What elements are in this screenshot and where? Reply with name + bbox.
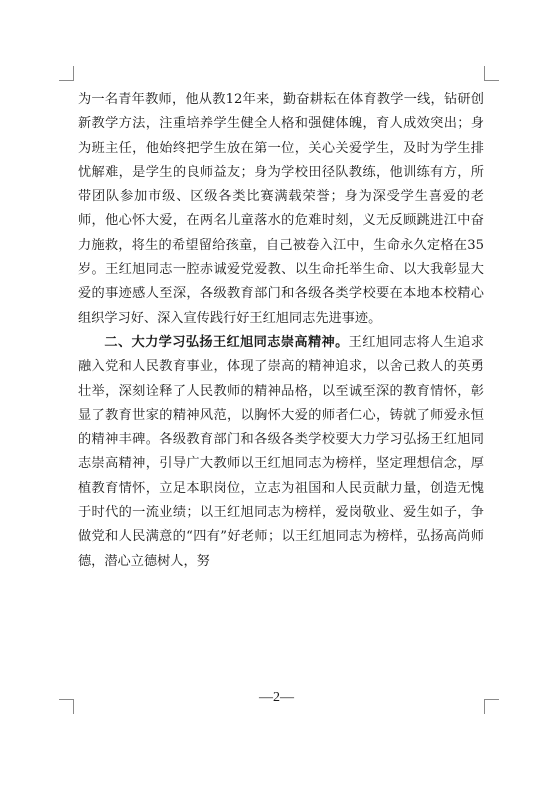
document-body: [78, 88, 484, 574]
section-heading: 二、大力学习弘扬王红旭同志崇高精神。: [104, 334, 349, 350]
paragraph-text: 为一名青年教师，他从教12年来，勤奋耕耘在体育教学一线，钻研创新教学方法，注重培养学生健全人格和强健体魄，育人成效突出；身为班主任，他始终把学生放在第一位，关心关爱学生，及时为学生排忧解难，是学生的良师益友；身为学校田径队教练，他训练有方，所带团队参加市级、区级各类比赛满载荣誉；身为深受学生喜爱的老师，他心怀大爱，在两名儿童落水的危难时刻，义无反顾跳进江中奋力施救，将生的希望留给孩童，自己被卷入江中，生命永久定格在35岁。王红旭同志一腔赤诚爱党爱教、以生命托举生命、以大我彰显大爱的事迹感人至深，各级教育部门和各级各类学校要在本地本校精心组织学习好、深入宣传践行好王红旭同志先进事迹。: [78, 92, 484, 326]
paragraph-text: 王红旭同志将人生追求融入党和人民教育事业，体现了崇高的精神追求，以舍己救人的英勇壮举，深刻诠释了人民教师的精神品格，以至诚至深的教育情怀，彰显了教育世家的精神风范，以胸怀大爱的师者仁心，铸就了师爱永恒的精神丰碑。各级教育部门和各级各类学校要大力学习弘扬王红旭同志崇高精神，引导广大教师以王红旭同志为榜样，坚定理想信念，厚植教育情怀，立足本职岗位，立志为祖国和人民贡献力量，创造无愧于时代的一流业绩；以王红旭同志为榜样，爱岗敬业、爱生如子，争做党和人民满意的“四有”好老师；以王红旭同志为榜样，弘扬高尚师德，潜心立德树人，努: [78, 334, 484, 569]
paragraph-section-two: [78, 331, 484, 574]
page-number: —2—: [259, 690, 294, 705]
crop-mark-top-right: [484, 66, 499, 81]
paragraph-continuation: [78, 88, 484, 331]
crop-mark-top-left: [59, 66, 74, 81]
